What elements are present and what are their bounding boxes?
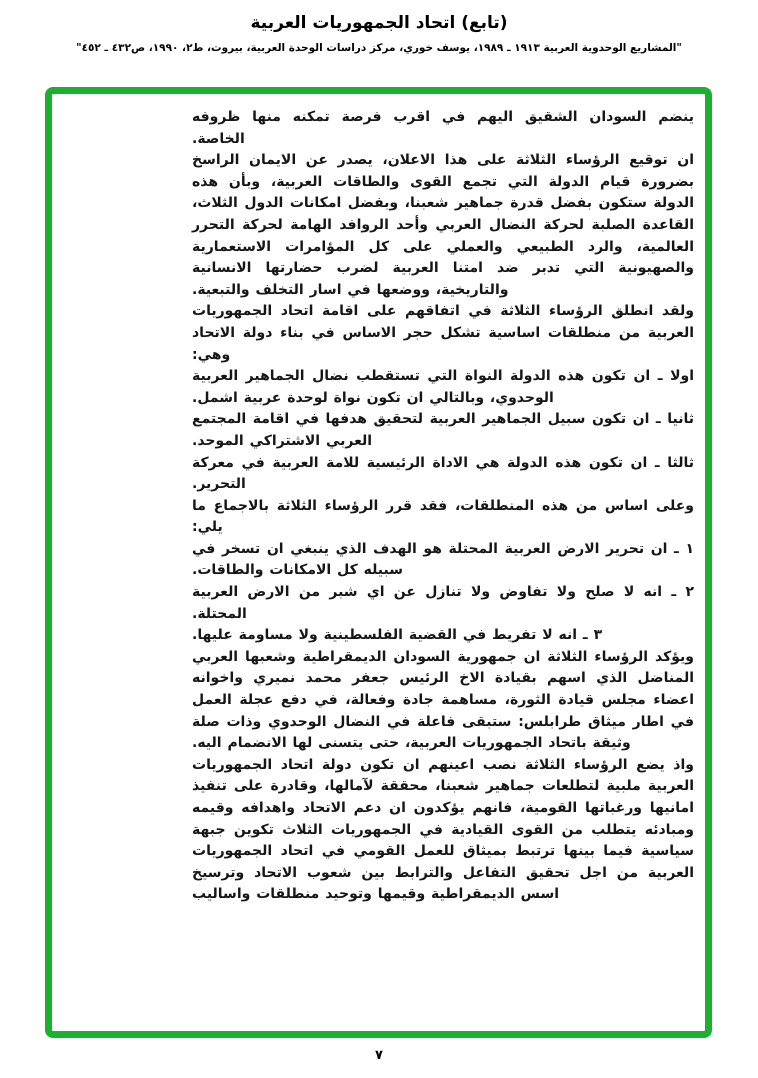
- page-header: [0, 0, 758, 54]
- document-paragraph: ان توقيع الرؤساء الثلاثة على هذا الاعلان، يصدر عن الايمان الراسخ بضرورة قيام الدولة التي تجمع القوى والطاقات العربية، وبأن هذه الدولة ستكون بفضل قدرة جماهير شعبنا، وبفضل امكانات الدول الثلاث، القاعدة الصلبة لحركة النضال العربي وأحد الروافد الهامة لحركة التحرر العالمية، والرد الطبيعي والعملي على كل المؤامرات الاستعمارية والصهيونية التي تدبر ضد امتنا العربية لضرب حضارتها الانسانية والتاريخية، ووضعها في اسار التخلف والتبعية.: [192, 152, 694, 298]
- document-paragraph: ١ ـ ان تحرير الارض العربية المحتلة هو الهدف الذي ينبغي ان تسخر في سبيله كل الامكانات والطاقات.: [192, 540, 694, 579]
- page-number: ٧: [375, 1048, 383, 1063]
- document-paragraph: ويؤكد الرؤساء الثلاثة ان جمهورية السودان الديمقراطية وشعبها العربي المناضل الذي اسهم بقيادة الاخ الرئيس جعفر محمد نميري واخوانه اعضاء مجلس قيادة الثورة، مساهمة جادة وفعالة، في دفع عجلة العمل في اطار ميثاق طرابلس: ستبقى فاعلة في النضال الوحدوي وذات صلة وثيقة باتحاد الجمهوريات العربية، حتى يتسنى لها الانضمام اليه.: [192, 648, 694, 752]
- document-body: [52, 94, 705, 1031]
- source-citation: "المشاريع الوحدوية العربية ١٩١٣ ـ ١٩٨٩، يوسف خوري، مركز دراسات الوحدة العربية، بيروت، ط٢، ١٩٩٠، ص٤٣٢ ـ ٤٥٢": [76, 42, 682, 54]
- document-paragraph: ثانيا ـ ان تكون سبيل الجماهير العربية لتحقيق هدفها في اقامة المجتمع العربي الاشتراكي الموحد.: [192, 411, 694, 449]
- document-paragraph: ٣ ـ انه لا تفريط في القضية الفلسطينية ولا مساومة عليها.: [192, 627, 603, 644]
- document-paragraph: ولقد انطلق الرؤساء الثلاثة في اتفاقهم على اقامة اتحاد الجمهوريات العربية من منطلقات اساسية تشكل حجر الاساس في بناء دولة الاتحاد وهي:: [192, 303, 694, 363]
- document-paragraph: ينضم السودان الشقيق اليهم في اقرب فرصة تمكنه منها ظروفه الخاصة.: [192, 109, 694, 147]
- document-paragraph: واذ يضع الرؤساء الثلاثة نصب اعينهم ان تكون دولة اتحاد الجمهوريات العربية ملبية لتطلعات جماهير شعبنا، محققة لآمالها، وقادرة على تنفيذ امانيها ورغباتها القومية، فانهم يؤكدون ان دعم الاتحاد واهدافه وقيمه ومبادئه يتطلب من القوى القيادية في الجمهوريات الثلاث تكوين جبهة سياسية فيما بينها ترتبط بميثاق للعمل القومي في اتحاد الجمهوريات العربية من اجل تحقيق التفاعل والترابط بين شعوب الاتحاد وترسيخ اسس الديمقراطية وقيمها وتوحيد منطلقات واساليب: [192, 756, 694, 903]
- document-paragraph: ثالثا ـ ان تكون هذه الدولة هي الاداة الرئيسية للامة العربية في معركة التحرير.: [192, 454, 694, 493]
- document-green-border-box: [45, 87, 712, 1038]
- document-paragraph: اولا ـ ان تكون هذه الدولة النواة التي تستقطب نضال الجماهير العربية الوحدوي، وبالتالي ان تكون نواة لوحدة عربية اشمل.: [192, 368, 694, 406]
- document-paragraph: ٢ ـ انه لا صلح ولا تفاوض ولا تنازل عن اي شبر من الارض العربية المحتلة.: [192, 584, 694, 622]
- page-title: (تابع) اتحاد الجمهوريات العربية: [250, 13, 508, 33]
- document-paragraph: وعلى اساس من هذه المنطلقات، فقد قرر الرؤساء الثلاثة بالاجماع ما يلي:: [192, 497, 694, 536]
